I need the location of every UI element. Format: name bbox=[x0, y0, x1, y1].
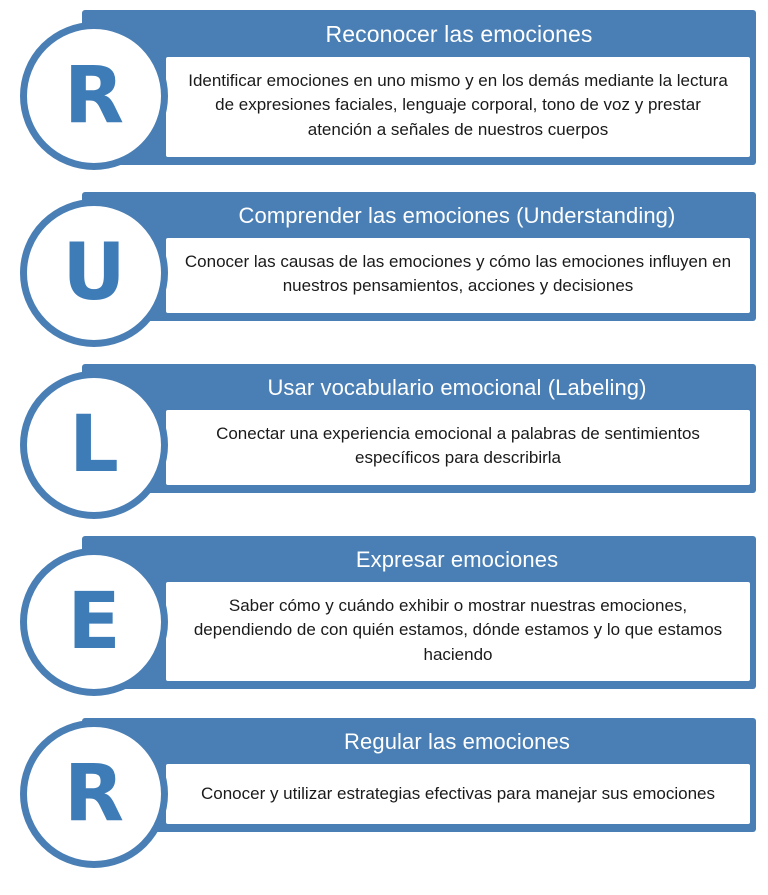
panel-description: Conocer las causas de las emociones y cómo las emociones influyen en nuestros pensamientos, acciones y decisiones bbox=[166, 238, 750, 313]
panel-description: Identificar emociones en uno mismo y en los demás mediante la lectura de expresiones faciales, lenguaje corporal, tono de voz y prestar atención a señales de nuestros cuerpos bbox=[166, 57, 750, 157]
letter-circle-u bbox=[20, 199, 168, 347]
panel-regulating bbox=[82, 718, 756, 832]
ruler-row-recognizing bbox=[12, 10, 756, 182]
letter-circle-r2 bbox=[20, 720, 168, 868]
letter-glyph: R bbox=[63, 51, 125, 141]
letter-glyph: U bbox=[62, 228, 126, 318]
panel-description: Conocer y utilizar estrategias efectivas para manejar sus emociones bbox=[166, 764, 750, 825]
panel-description: Conectar una experiencia emocional a palabras de sentimientos específicos para describirla bbox=[166, 410, 750, 485]
letter-glyph: R bbox=[63, 749, 125, 839]
panel-title: Expresar emociones bbox=[355, 547, 559, 572]
panel-expressing bbox=[82, 536, 756, 689]
letter-circle-r1 bbox=[20, 22, 168, 170]
ruler-row-regulating bbox=[12, 718, 756, 870]
panel-title: Regular las emociones bbox=[344, 729, 570, 754]
letter-glyph: E bbox=[67, 577, 121, 667]
panel-labeling bbox=[82, 364, 756, 493]
ruler-row-expressing bbox=[12, 536, 756, 708]
letter-glyph: L bbox=[69, 400, 119, 490]
ruler-row-labeling bbox=[12, 364, 756, 526]
panel-understanding bbox=[82, 192, 756, 321]
ruler-row-understanding bbox=[12, 192, 756, 354]
letter-circle-l bbox=[20, 371, 168, 519]
letter-circle-e bbox=[20, 548, 168, 696]
panel-title: Usar vocabulario emocional (Labeling) bbox=[267, 375, 647, 400]
panel-title: Comprender las emociones (Understanding) bbox=[238, 203, 676, 228]
panel-recognizing bbox=[82, 10, 756, 165]
panel-title: Reconocer las emociones bbox=[325, 21, 593, 47]
panel-description: Saber cómo y cuándo exhibir o mostrar nuestras emociones, dependiendo de con quién estamos, dónde estamos y lo que estamos haciendo bbox=[166, 582, 750, 682]
